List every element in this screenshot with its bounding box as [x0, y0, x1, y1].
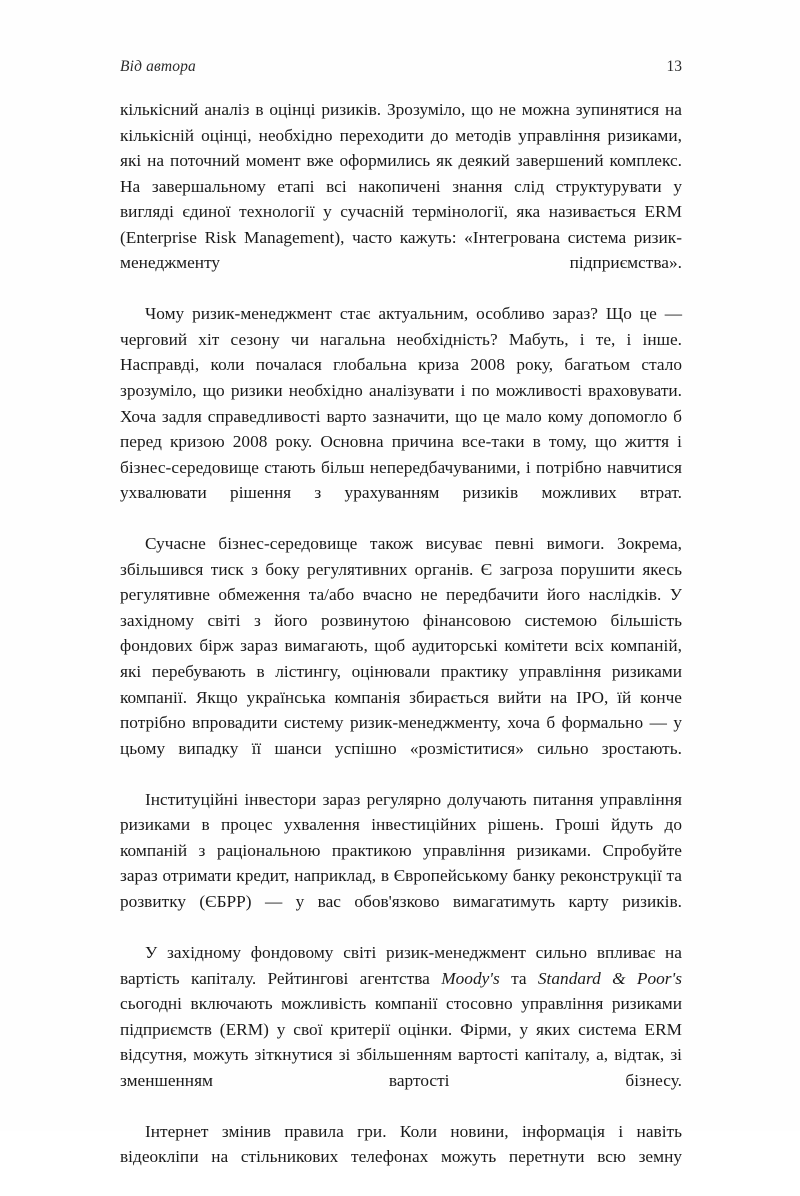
body-text-block	[120, 97, 682, 1196]
paragraph: Чому ризик-менеджмент стає актуальним, особливо зараз? Що це — черговий хіт сезону чи нагальна необхідність? Мабуть, і те, і інше. Насправді, коли почалася глобальна криза 2008 року, багатьом стало зрозуміло, що ризики необхідно аналізувати і по можливості враховувати. Хоча задля справедливості варто зазначити, що це мало кому допомогло б перед кризою 2008 року. Основна причина все-таки в тому, що життя і бізнес-середовище стають більш непередбачуваними, і потрібно навчитися ухвалювати рішення з урахуванням ризиків можливих втрат.	[120, 304, 682, 503]
paragraph: Сучасне бізнес-середовище також висуває певні вимоги. Зокрема, збільшився тиск з боку регулятивних органів. Є загроза порушити якесь регулятивне обмеження та/або вчасно не передбачити його наслідків. У західному світі з його розвинутою фінансовою системою більшість фондових бірж зараз вимагають, щоб аудиторські комітети всіх компаній, які перебувають в лістингу, оцінювали практику управління ризиками компанії. Якщо українська компанія збирається вийти на IPO, їй конче потрібно впровадити систему ризик-менеджменту, хоча б формально — у цьому випадку її шанси успішно «розміститися» сильно зростають.	[120, 534, 682, 758]
page-number: 13	[666, 58, 682, 75]
paragraph: У західному фондовому світі ризик-менеджмент сильно впливає на вартість капіталу. Рейтингові агентства Moody's та Standard & Poor's сьогодні включають можливість компанії стосовно управління ризиками підприємств (ERM) у свої критерії оцінки. Фірми, у яких система ERM відсутня, можуть зіткнутися зі збільшенням вартості капіталу, а, відтак, зі зменшенням вартості бізнесу.	[120, 943, 682, 1090]
paragraph: Інтернет змінив правила гри. Коли новини, інформація і навіть відеокліпи на стільникових телефонах можуть перетнути всю земну	[120, 1121, 682, 1167]
italic-proper-noun: Moody's	[441, 968, 500, 988]
paragraph: Інституційні інвестори зараз регулярно долучають питання управління ризиками в процес ухвалення інвестиційних рішень. Гроші йдуть до компаній з раціональною практикою управління ризиками. Спробуйте зараз отримати кредит, наприклад, в Європейському банку реконструкції та розвитку (ЄБРР) — у вас обов'язково вимагатимуть карту ризиків.	[120, 789, 682, 911]
paragraph: кількісний аналіз в оцінці ризиків. Зрозуміло, що не можна зупинятися на кількісній оцінці, необхідно переходити до методів управління ризиками, які на поточний момент вже оформились як деякий завершений комплекс. На завершальному етапі всі накопичені знання слід структурувати у вигляді єдиної технології у сучасній термінології, яка називається ERM (Enterprise Risk Management), часто кажуть: «Інтегрована система ризик-менеджменту підприємства».	[120, 100, 682, 273]
running-head-title: Від автора	[120, 58, 196, 75]
italic-proper-noun: Standard & Poor's	[537, 968, 682, 988]
running-head	[120, 58, 682, 80]
